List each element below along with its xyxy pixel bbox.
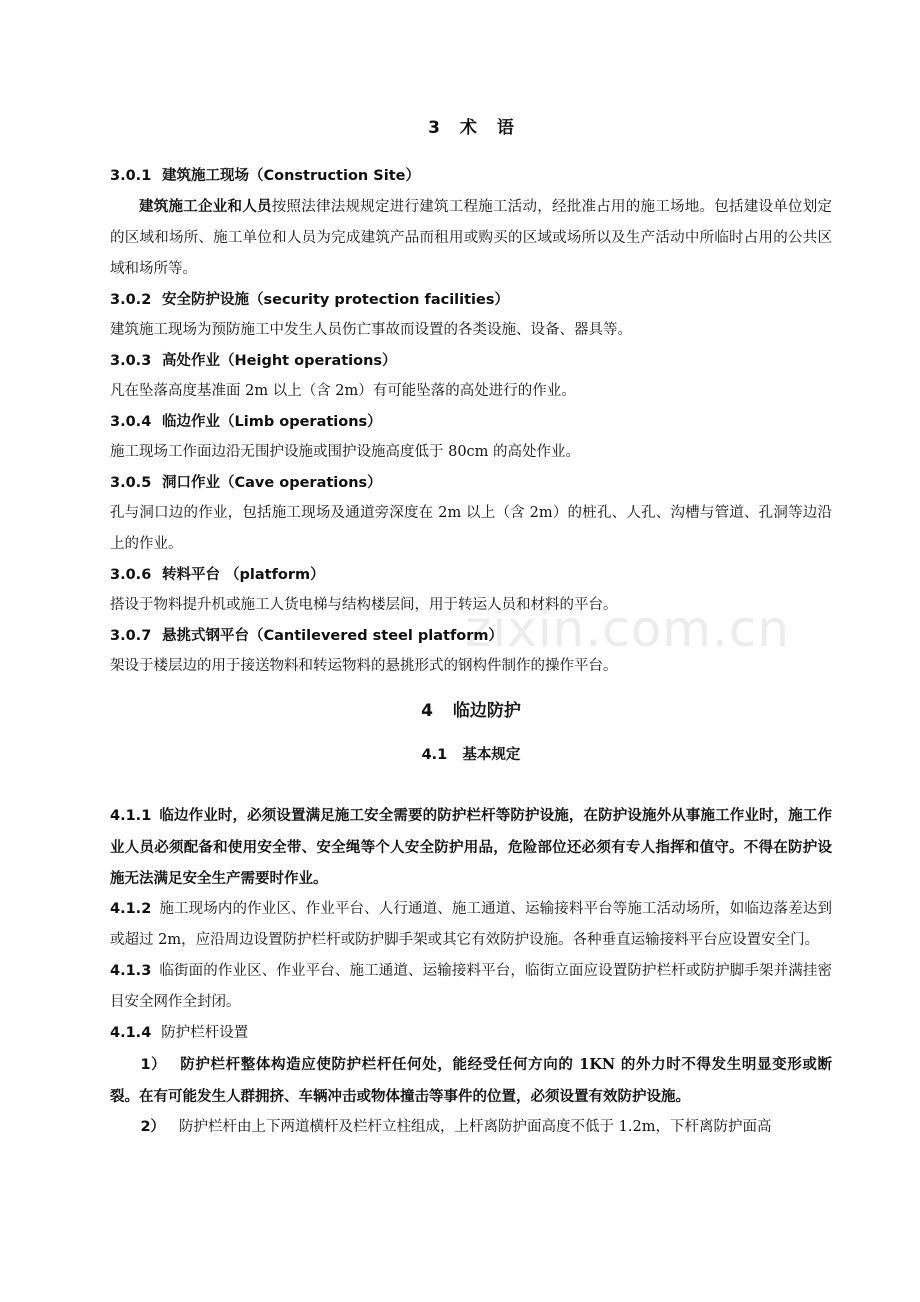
section-4-1-title: [110, 740, 832, 770]
term-heading: [110, 346, 832, 376]
term-number: 3.0.2: [110, 292, 152, 308]
term-title: 洞口作业（Cave operations）: [162, 475, 382, 491]
term-heading: [110, 621, 832, 651]
clause-4-1-1: [110, 800, 832, 894]
clause-body: 临边作业时，必须设置满足施工安全需要的防护栏杆等防护设施，在防护设施外从事施工作业时，施工作业人员必须配备和使用安全带、安全绳等个人安全防护用品，危险部位还必须有专人指挥和值守。不得在防护设施无法满足安全生产需要时作业。: [110, 807, 832, 887]
term-heading: [110, 285, 832, 315]
section-number: 4.1: [421, 747, 448, 763]
clause-number: 4.1.1: [110, 808, 152, 824]
term-title: 高处作业（Height operations）: [162, 353, 397, 369]
list-item: [110, 1112, 832, 1143]
term-number: 3.0.6: [110, 567, 152, 583]
document-content: [110, 113, 832, 1143]
term-number: 3.0.1: [110, 168, 152, 184]
term-body: 按照法律法规规定进行建筑工程施工活动，经批准占用的施工场地。包括建设单位划定的区域和场所、施工单位和人员为完成建筑产品而租用或购买的区域或场所以及生产活动中所临时占用的公共区域和场所等。: [110, 199, 832, 277]
term-title: 临边作业（Limb operations）: [162, 414, 382, 430]
chapter-number: 3: [428, 118, 440, 138]
clause-body: 临街面的作业区、作业平台、施工通道、运输接料平台，临街立面应设置防护栏杆或防护脚手架并满挂密目安全网作全封闭。: [110, 963, 832, 1010]
term-definition: 建筑施工现场为预防施工中发生人员伤亡事故而设置的各类设施、设备、器具等。: [110, 322, 632, 338]
chapter-3-title: [110, 113, 832, 143]
clause-4-1-4: [110, 1018, 832, 1049]
clause-4-1-3: [110, 956, 832, 1018]
chapter-title-char: 语: [496, 118, 514, 138]
clause-title: 防护栏杆设置: [161, 1025, 249, 1041]
clause-number: 4.1.2: [110, 901, 152, 917]
term-title: 转料平台 （platform）: [162, 567, 325, 583]
term-heading: [110, 161, 832, 191]
section-title: 基本规定: [462, 747, 521, 763]
term-title: 建筑施工现场（Construction Site）: [162, 168, 420, 184]
term-number: 3.0.7: [110, 628, 152, 644]
term-definition: 孔与洞口边的作业，包括施工现场及通道旁深度在 2m 以上（含 2m）的桩孔、人孔、沟槽与管道、孔洞等边沿上的作业。: [110, 505, 832, 552]
term-definition: 搭设于物料提升机或施工人货电梯与结构楼层间，用于转运人员和材料的平台。: [110, 597, 618, 613]
term-number: 3.0.4: [110, 414, 152, 430]
clause-number: 4.1.3: [110, 963, 152, 979]
clause-4-1-2: [110, 894, 832, 956]
term-heading: [110, 407, 832, 437]
item-number: 2）: [140, 1119, 166, 1135]
chapter-4-title: [110, 696, 832, 726]
term-heading: [110, 468, 832, 498]
chapter-number: 4: [421, 701, 433, 721]
term-heading: [110, 560, 832, 590]
term-number: 3.0.5: [110, 475, 152, 491]
clause-number: 4.1.4: [110, 1025, 152, 1041]
clause-body: 施工现场内的作业区、作业平台、人行通道、施工通道、运输接料平台等施工活动场所，如临边落差达到或超过 2m，应沿周边设置防护栏杆或防护脚手架或其它有效防护设施。各种垂直运输接料平台应设置安全门。: [110, 901, 832, 948]
chapter-title: 临边防护: [452, 701, 521, 721]
item-number: 1）: [140, 1057, 167, 1073]
chapter-title-char: 术: [459, 118, 477, 138]
item-body: 防护栏杆整体构造应使防护栏杆任何处，能经受任何方向的 1KN 的外力时不得发生明显变形或断裂。在有可能发生人群拥挤、车辆冲击或物体撞击等事件的位置，必须设置有效防护设施。: [110, 1056, 832, 1105]
term-lead: 建筑施工企业和人员: [139, 198, 272, 215]
watermark: zixin.com.cn: [465, 600, 791, 658]
list-item: [110, 1049, 832, 1112]
term-definition: 施工现场工作面边沿无围护设施或围护设施高度低于 80cm 的高处作业。: [110, 444, 581, 460]
term-title: 悬挑式钢平台（Cantilevered steel platform）: [162, 628, 503, 644]
item-body: 防护栏杆由上下两道横杆及栏杆立柱组成，上杆离防护面高度不低于 1.2m，下杆离防护面高: [179, 1119, 772, 1135]
term-title: 安全防护设施（security protection facilities）: [162, 292, 509, 308]
term-definition: [110, 191, 832, 285]
term-number: 3.0.3: [110, 353, 152, 369]
term-definition: 凡在坠落高度基准面 2m 以上（含 2m）有可能坠落的高处进行的作业。: [110, 383, 576, 399]
term-definition: 架设于楼层边的用于接送物料和转运物料的悬挑形式的钢构件制作的操作平台。: [110, 658, 618, 674]
